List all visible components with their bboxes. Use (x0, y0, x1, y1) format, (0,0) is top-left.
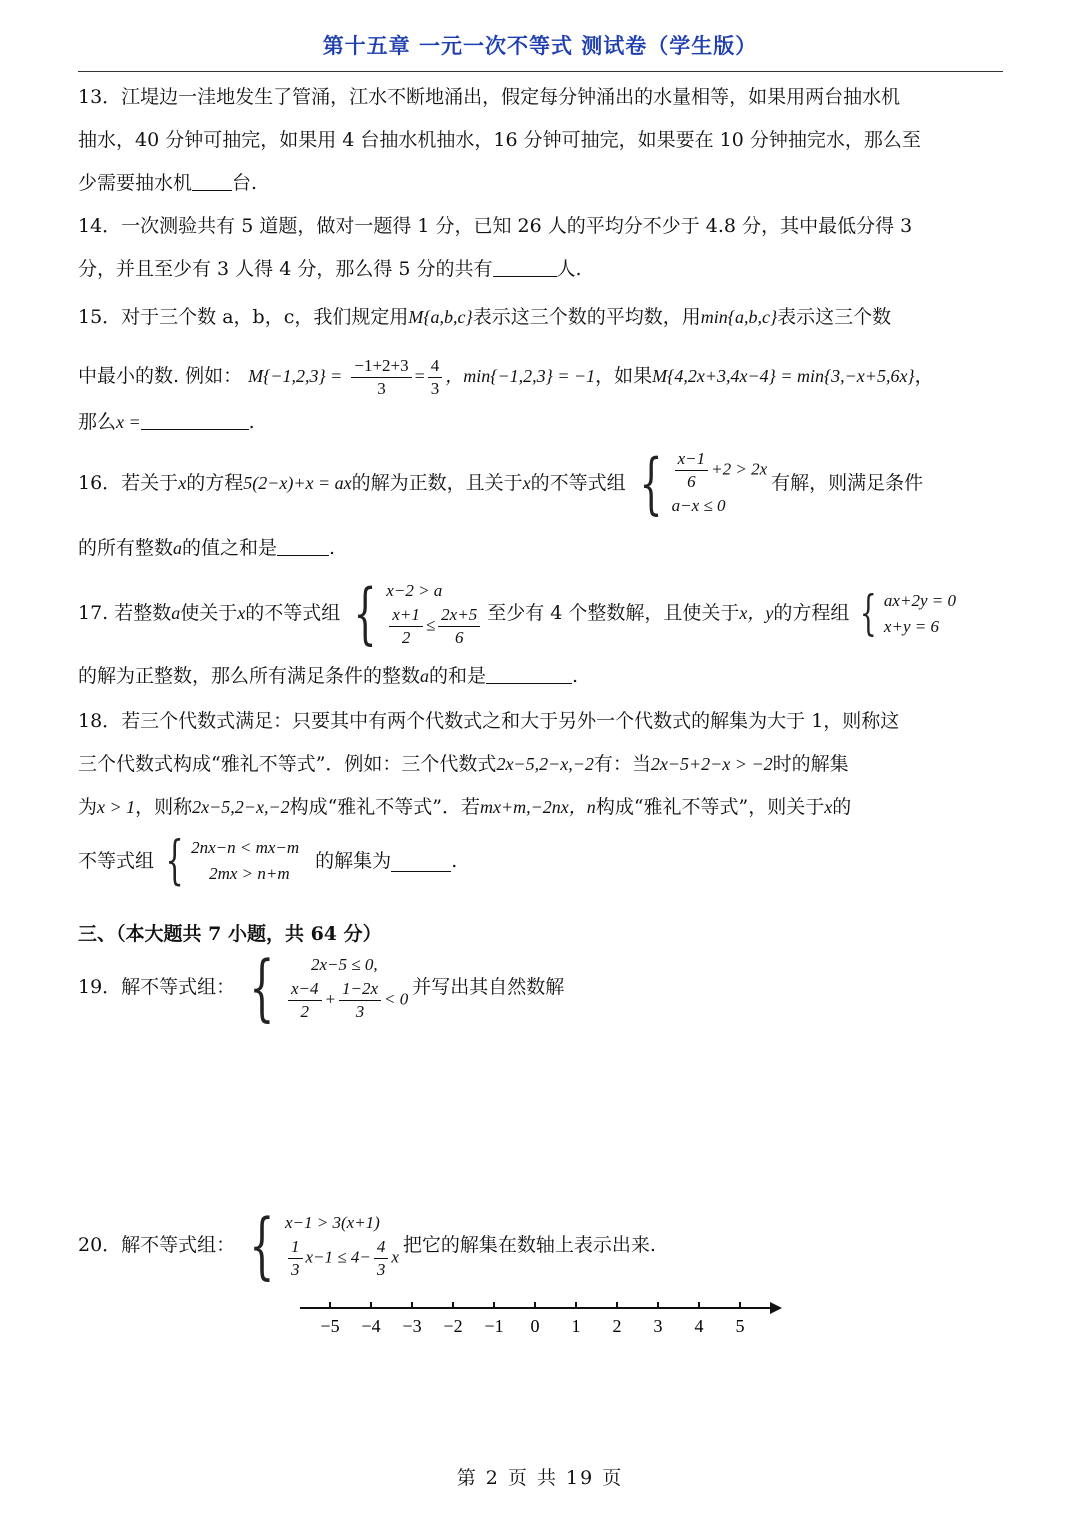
q15-equals: = (414, 366, 425, 386)
q17-text6: 的解为正整数，那么所有满足条件的整数 (78, 665, 421, 687)
q13-answer-blank[interactable] (192, 169, 232, 191)
q17-brace: { (353, 575, 377, 652)
q16-text8: . (329, 537, 336, 559)
q18-line4 (78, 830, 1003, 891)
q15-l1-text2: 表示这三个数的平均数，用 (472, 306, 701, 328)
number-line-tick-label: −1 (484, 1316, 504, 1336)
q18-l2-text: 三个代数式构成“雅礼不等式”．例如：三个代数式 (78, 753, 497, 775)
q20-frac2-num: 4 (374, 1236, 389, 1259)
q18-l2-expr: 2x−5,2−x,−2 (496, 754, 594, 774)
q16-line1 (78, 445, 1003, 522)
q18-l3-text3: 构成“雅礼不等式”．若 (289, 796, 481, 818)
q18-sys-line2: 2mx > n+m (209, 864, 290, 883)
q18-line3 (78, 786, 1003, 829)
q15-x-equals: x = (116, 412, 141, 432)
q20-sys-line2 (285, 1236, 399, 1281)
q15-l2-text2: ，如果 (595, 365, 653, 387)
q17-text1: 17. 若整数 (78, 602, 172, 624)
question-16 (78, 445, 1003, 570)
q15-mean-notation: M{a,b,c} (408, 307, 473, 327)
q17-sys-frac-right (438, 604, 480, 649)
q16-sys-fraction (675, 448, 709, 493)
header-rule (78, 71, 1003, 72)
q20-frac2-den: 3 (376, 1260, 386, 1279)
q16-sys-line1-rest: +2 > 2x (711, 459, 768, 479)
q18-l4-text: 不等式组 (78, 849, 155, 872)
q18-l2-text3: 时的解集 (772, 753, 849, 775)
q13-line2: 抽水，40 分钟可抽完，如果用 4 台抽水机抽水，16 分钟可抽完，如果要在 10 分钟抽完水，那么至 (78, 129, 921, 151)
q20-sys-line1: x−1 > 3(x+1) (285, 1213, 380, 1232)
q14-line1: 14．一次测验共有 5 道题，做对一题得 1 分，已知 26 人的平均分不少于 4.8 分，其中最低分得 3 (78, 215, 913, 237)
q19-system-lines (285, 952, 408, 1023)
q17-sys-line2 (386, 604, 483, 649)
q15-frac2-num: 4 (428, 355, 443, 378)
q17-right-num: 2x+5 (438, 604, 480, 627)
q19-frac2 (339, 978, 381, 1023)
q19-frac1 (288, 978, 322, 1023)
q20-frac1 (288, 1236, 303, 1281)
q15-example-fraction2 (428, 355, 443, 400)
q17-right-den: 6 (454, 628, 464, 647)
q14-line2-text: 分，并且至少有 3 人得 4 分，那么得 5 分的共有 (78, 258, 493, 280)
q14-line2 (78, 248, 1003, 291)
q15-l3-text: 那么 (78, 411, 117, 433)
q18-l3-text5: 的 (832, 796, 852, 818)
q18-l3-expr: x > 1 (97, 797, 136, 817)
number-line-tick-label: 4 (694, 1316, 704, 1336)
q18-l2-expr2: 2x−5+2−x > −2 (650, 754, 773, 774)
q20-frac2 (374, 1236, 389, 1281)
q17-text7: 的和是 (429, 665, 487, 687)
number-line-tick-label: 0 (530, 1316, 540, 1336)
q16-system-lines (672, 448, 768, 519)
q20-text1: 20．解不等式组： (78, 1234, 236, 1256)
q18-l3-x: x (824, 797, 833, 817)
q19-sys-line2 (285, 978, 408, 1023)
section-3-heading: 三、（本大题共 7 小题，共 64 分） (78, 923, 382, 945)
q18-l3-expr2: 2x−5,2−x,−2 (192, 797, 290, 817)
q19-text1: 19．解不等式组： (78, 976, 236, 998)
number-line-tick-label: 2 (612, 1316, 622, 1336)
q14-line2-end: 人. (556, 258, 582, 280)
q17-sys-line1: x−2 > a (386, 581, 443, 600)
q18-system-lines (191, 835, 299, 887)
q15-l3-end: . (248, 411, 255, 433)
q15-l2-text: 中最小的数. 例如： (78, 365, 243, 387)
q18-l3-text2: ，则称 (135, 796, 193, 818)
q18-line1: 18．若三个代数式满足：只要其中有两个代数式之和大于另外一个代数式的解集为大于 1，则称这 (78, 710, 900, 732)
question-20 (78, 1203, 1003, 1287)
q17-left-den: 2 (401, 628, 411, 647)
q15-example1: M{−1,2,3} = (248, 366, 343, 386)
q19-sys-line1: 2x−5 ≤ 0, (311, 955, 378, 974)
q16-x2: x (522, 473, 531, 493)
q15-l1-text3: 表示这三个数 (777, 306, 892, 328)
q17-xy: x，y (739, 603, 774, 623)
q19-frac2-num: 1−2x (339, 978, 381, 1001)
q17-brace2: { (860, 585, 878, 641)
number-line-arrow-icon (770, 1302, 782, 1314)
q16-text1: 16．若关于 (78, 472, 179, 494)
q17-a: a (171, 603, 181, 623)
q17-text8: . (572, 665, 579, 687)
q16-text7: 的值之和是 (182, 537, 278, 559)
q17-text2: 使关于 (180, 602, 238, 624)
q17-left-num: x+1 (389, 604, 423, 627)
number-line-tick-label: 5 (735, 1316, 745, 1336)
number-line (300, 1292, 790, 1342)
q16-sys-frac-den: 6 (687, 472, 696, 491)
q17-x: x (237, 603, 246, 623)
q17-text5: 的方程组 (773, 602, 850, 624)
q18-l3-text4: 构成“雅礼不等式”，则关于 (595, 796, 825, 818)
q17-eq-line2: x+y = 6 (883, 616, 939, 636)
q18-line2 (78, 743, 1003, 786)
q18-brace: { (165, 830, 184, 891)
q17-eq-line1: ax+2y = 0 (883, 590, 956, 610)
q20-text2: 把它的解集在数轴上表示出来. (402, 1234, 656, 1256)
q13-line3 (78, 162, 1003, 205)
q20-brace: { (249, 1203, 275, 1287)
q19-frac2-den: 3 (355, 1002, 365, 1021)
page-footer: 第 2 页 共 19 页 (456, 1467, 624, 1489)
q19-text2: 并写出其自然数解 (412, 976, 565, 998)
q19-plus: + (324, 989, 337, 1009)
q16-brace: { (639, 445, 663, 522)
q15-frac-num: −1+2+3 (351, 355, 411, 378)
q16-answer-blank[interactable] (277, 534, 329, 556)
q13-line1: 13．江堤边一洼地发生了管涌，江水不断地涌出，假定每分钟涌出的水量相等，如果用两台抽水机 (78, 86, 901, 108)
q15-min-notation: min{a,b,c} (700, 307, 778, 327)
q15-frac-den: 3 (377, 378, 386, 398)
q15-l1-text: 15．对于三个数 a，b，c，我们规定用 (78, 306, 409, 328)
q16-inequality-system (630, 445, 768, 522)
q16-text4: 的不等式组 (530, 472, 626, 494)
question-13 (78, 76, 1003, 205)
q18-l3-text: 为 (78, 796, 98, 818)
number-line-tick-label: −2 (443, 1316, 463, 1336)
question-14 (78, 205, 1003, 291)
q17-system-lines (386, 578, 483, 649)
q16-sys-line1 (672, 448, 768, 493)
q17-line2 (78, 655, 1003, 698)
number-line-tick-label: −4 (361, 1316, 381, 1336)
q15-example2: ，min{−1,2,3} = −1 (445, 366, 596, 386)
q13-line3-text: 少需要抽水机 (78, 172, 193, 194)
q18-answer-blank[interactable] (391, 850, 451, 872)
question-17 (78, 575, 1003, 698)
q17-equation-system (853, 585, 956, 641)
q16-text2: 的方程 (186, 472, 244, 494)
q16-text5: 有解，则满足条件 (771, 472, 924, 494)
question-19 (78, 945, 1003, 1029)
q19-brace: { (249, 945, 275, 1029)
q15-line3 (78, 401, 1003, 444)
q17-leq: ≤ (425, 615, 436, 635)
question-18 (78, 700, 1003, 891)
number-line-tick-label: 1 (571, 1316, 581, 1336)
q16-sys-line2: a−x ≤ 0 (671, 496, 726, 515)
q15-frac2-den: 3 (430, 378, 440, 398)
q15-line2 (78, 351, 1003, 401)
number-line-tick-label: 3 (653, 1316, 663, 1336)
q15-answer-blank[interactable] (141, 408, 249, 430)
q17-answer-blank[interactable] (486, 662, 572, 684)
q17-a2: a (420, 666, 430, 686)
q19-inequality-system (239, 945, 409, 1029)
q17-eq-lines (884, 588, 956, 640)
q15-condition: M{4,2x+3,4x−4} = min{3,−x+5,6x} (652, 366, 915, 386)
q20-sys-end: x (391, 1247, 399, 1267)
q18-l4-end: . (451, 849, 458, 872)
q13-line3-end: 台. (232, 172, 258, 194)
q17-text4: 至少有 4 个整数解，且使关于 (487, 602, 740, 624)
q19-frac1-den: 2 (300, 1002, 310, 1021)
q18-l3-expr3: mx+m,−2nx，n (480, 797, 596, 817)
q18-l2-text2: 有：当 (593, 753, 651, 775)
q18-sys-line1: 2nx−n < mx−m (191, 838, 300, 857)
q20-inequality-system (239, 1203, 399, 1287)
q16-text3: 的解为正数，且关于 (351, 472, 523, 494)
q16-line2 (78, 527, 1003, 570)
q14-answer-blank[interactable] (493, 255, 557, 277)
q16-text6: 的所有整数 (78, 537, 174, 559)
q17-sys-frac-left (389, 604, 423, 649)
page-header-title: 第十五章 一元一次不等式 测试卷（学生版） (322, 33, 758, 58)
q17-inequality-system (344, 575, 483, 652)
q20-frac1-num: 1 (288, 1236, 303, 1259)
q16-x: x (178, 473, 187, 493)
q19-frac1-num: x−4 (288, 978, 322, 1001)
q15-example-fraction (351, 355, 411, 400)
q17-line1 (78, 575, 1003, 652)
q18-l4-text2: 的解集为 (315, 849, 392, 872)
q15-line1 (78, 296, 1003, 339)
q16-sys-frac-num: x−1 (675, 448, 709, 471)
q16-equation: 5(2−x)+x = ax (243, 473, 352, 493)
q20-sys-mid: x−1 ≤ 4− (305, 1247, 371, 1267)
q18-inequality-system (158, 830, 311, 891)
q17-text3: 的不等式组 (245, 602, 341, 624)
number-line-tick-label: −5 (320, 1316, 340, 1336)
q20-frac1-den: 3 (291, 1260, 300, 1279)
q16-a: a (173, 538, 183, 558)
q20-system-lines (285, 1210, 399, 1281)
number-line-tick-label: −3 (402, 1316, 422, 1336)
question-15 (78, 296, 1003, 444)
q15-l2-text3: ， (914, 365, 934, 387)
q19-lt-zero: < 0 (384, 989, 409, 1009)
